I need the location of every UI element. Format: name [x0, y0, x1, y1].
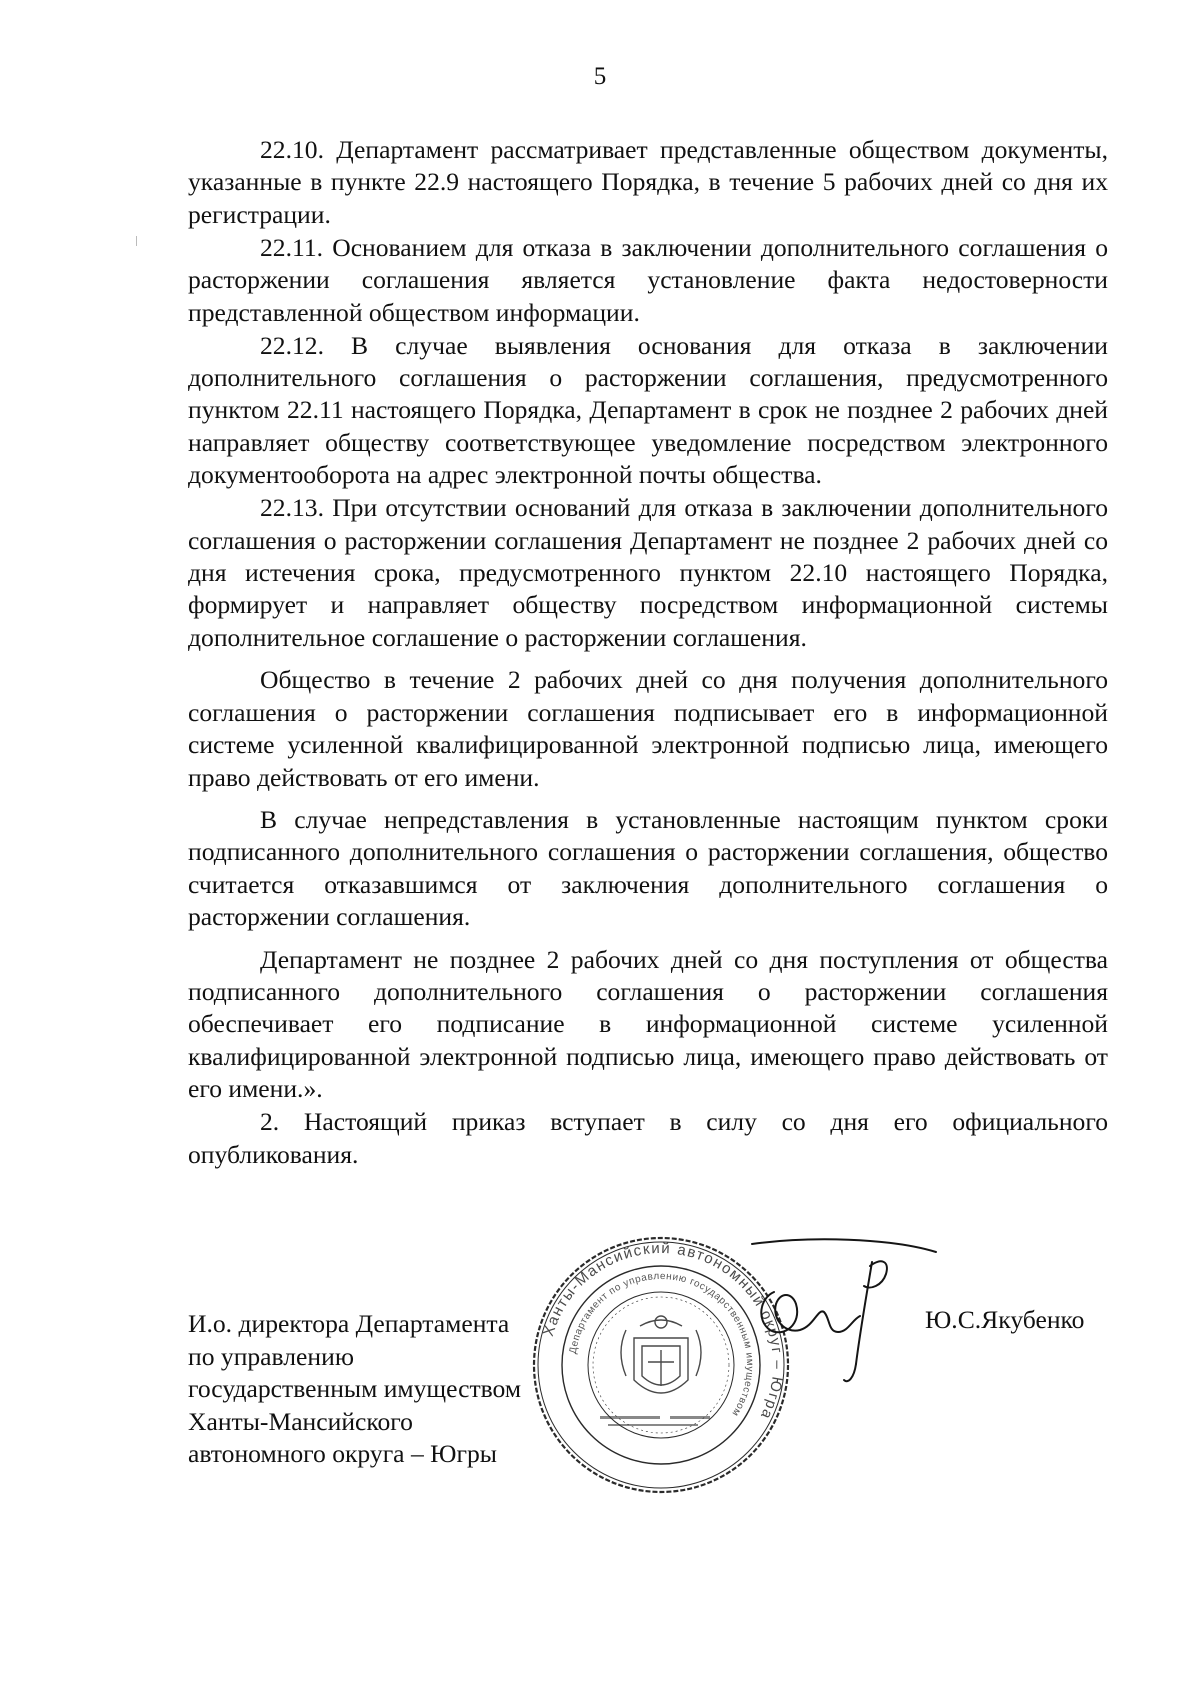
page-number: 5 [593, 63, 607, 90]
paragraph-department-signing: Департамент не позднее 2 рабочих дней со дня поступления от общества подписанного дополнительного соглашения о расторжении соглашения обеспечивает его подписание в информационной системе усиленной квалифицированной электронной подписью лица, имеющего право действовать от его имени.». [188, 944, 1108, 1104]
paragraph-22-11: 22.11. Основанием для отказа в заключении дополнительного соглашения о расторжении соглашения является установление факта недостоверности представленной обществом информации. [188, 232, 1108, 327]
signatory-position-line: Ханты-Мансийского [188, 1406, 413, 1436]
paragraph-company-signing: Общество в течение 2 рабочих дней со дня получения дополнительного соглашения о расторжении соглашения подписывает его в информационной системе усиленной квалифицированной электронной подписью лица, имеющего право действовать от его имени. [188, 665, 1108, 792]
signatory-position-line: по управлению [188, 1341, 354, 1371]
svg-text:Департамент по управлению госу: Департамент по управлению государственным имуществом [567, 1270, 756, 1419]
paragraph-22-13: 22.13. При отсутствии оснований для отказа в заключении дополнительного соглашения о расторжении соглашения Департамент не позднее 2 рабочих дней со дня истечения срока, предусмотренного пунктом 22.10 настоящего Порядка, формирует и направляет обществу посредством информационной системы дополнительное соглашение о расторжении соглашения. [188, 493, 1108, 652]
paragraph-22-10: 22.10. Департамент рассматривает представленные обществом документы, указанные в пункте 22.9 настоящего Порядка, в течение 5 рабочих дней со дня их регистрации. [188, 135, 1108, 229]
signatory-name: Ю.С.Якубенко [925, 1305, 1085, 1334]
handwritten-signature [740, 1238, 940, 1388]
document-body [188, 134, 1108, 1171]
signatory-position [188, 1308, 608, 1471]
signatory-position-line: И.о. директора Департамента [188, 1309, 510, 1338]
signatory-position-line: государственным имуществом [188, 1374, 522, 1404]
paragraph-non-submission: В случае непредставления в установленные настоящим пунктом сроки подписанного дополнительного соглашения о расторжении соглашения, общество считается отказавшимся от заключения дополнительного соглашения о расторжении соглашения. [188, 804, 1108, 932]
scan-margin-mark [136, 236, 137, 246]
svg-text:Ханты-Мансийский автономный ок: Ханты-Мансийский автономный округ – Югра [539, 1239, 787, 1423]
paragraph-effective-date: 2. Настоящий приказ вступает в силу со дня его официального опубликования. [188, 1107, 1108, 1169]
signatory-position-line: автономного округа – Югры [188, 1439, 497, 1469]
paragraph-22-12: 22.12. В случае выявления основания для отказа в заключении дополнительного соглашения о расторжении соглашения, предусмотренного пунктом 22.11 настоящего Порядка, Департамент в срок не позднее 2 рабочих дней направляет обществу соответствующее уведомление посредством электронного документооборота на адрес электронной почты общества. [188, 330, 1108, 490]
